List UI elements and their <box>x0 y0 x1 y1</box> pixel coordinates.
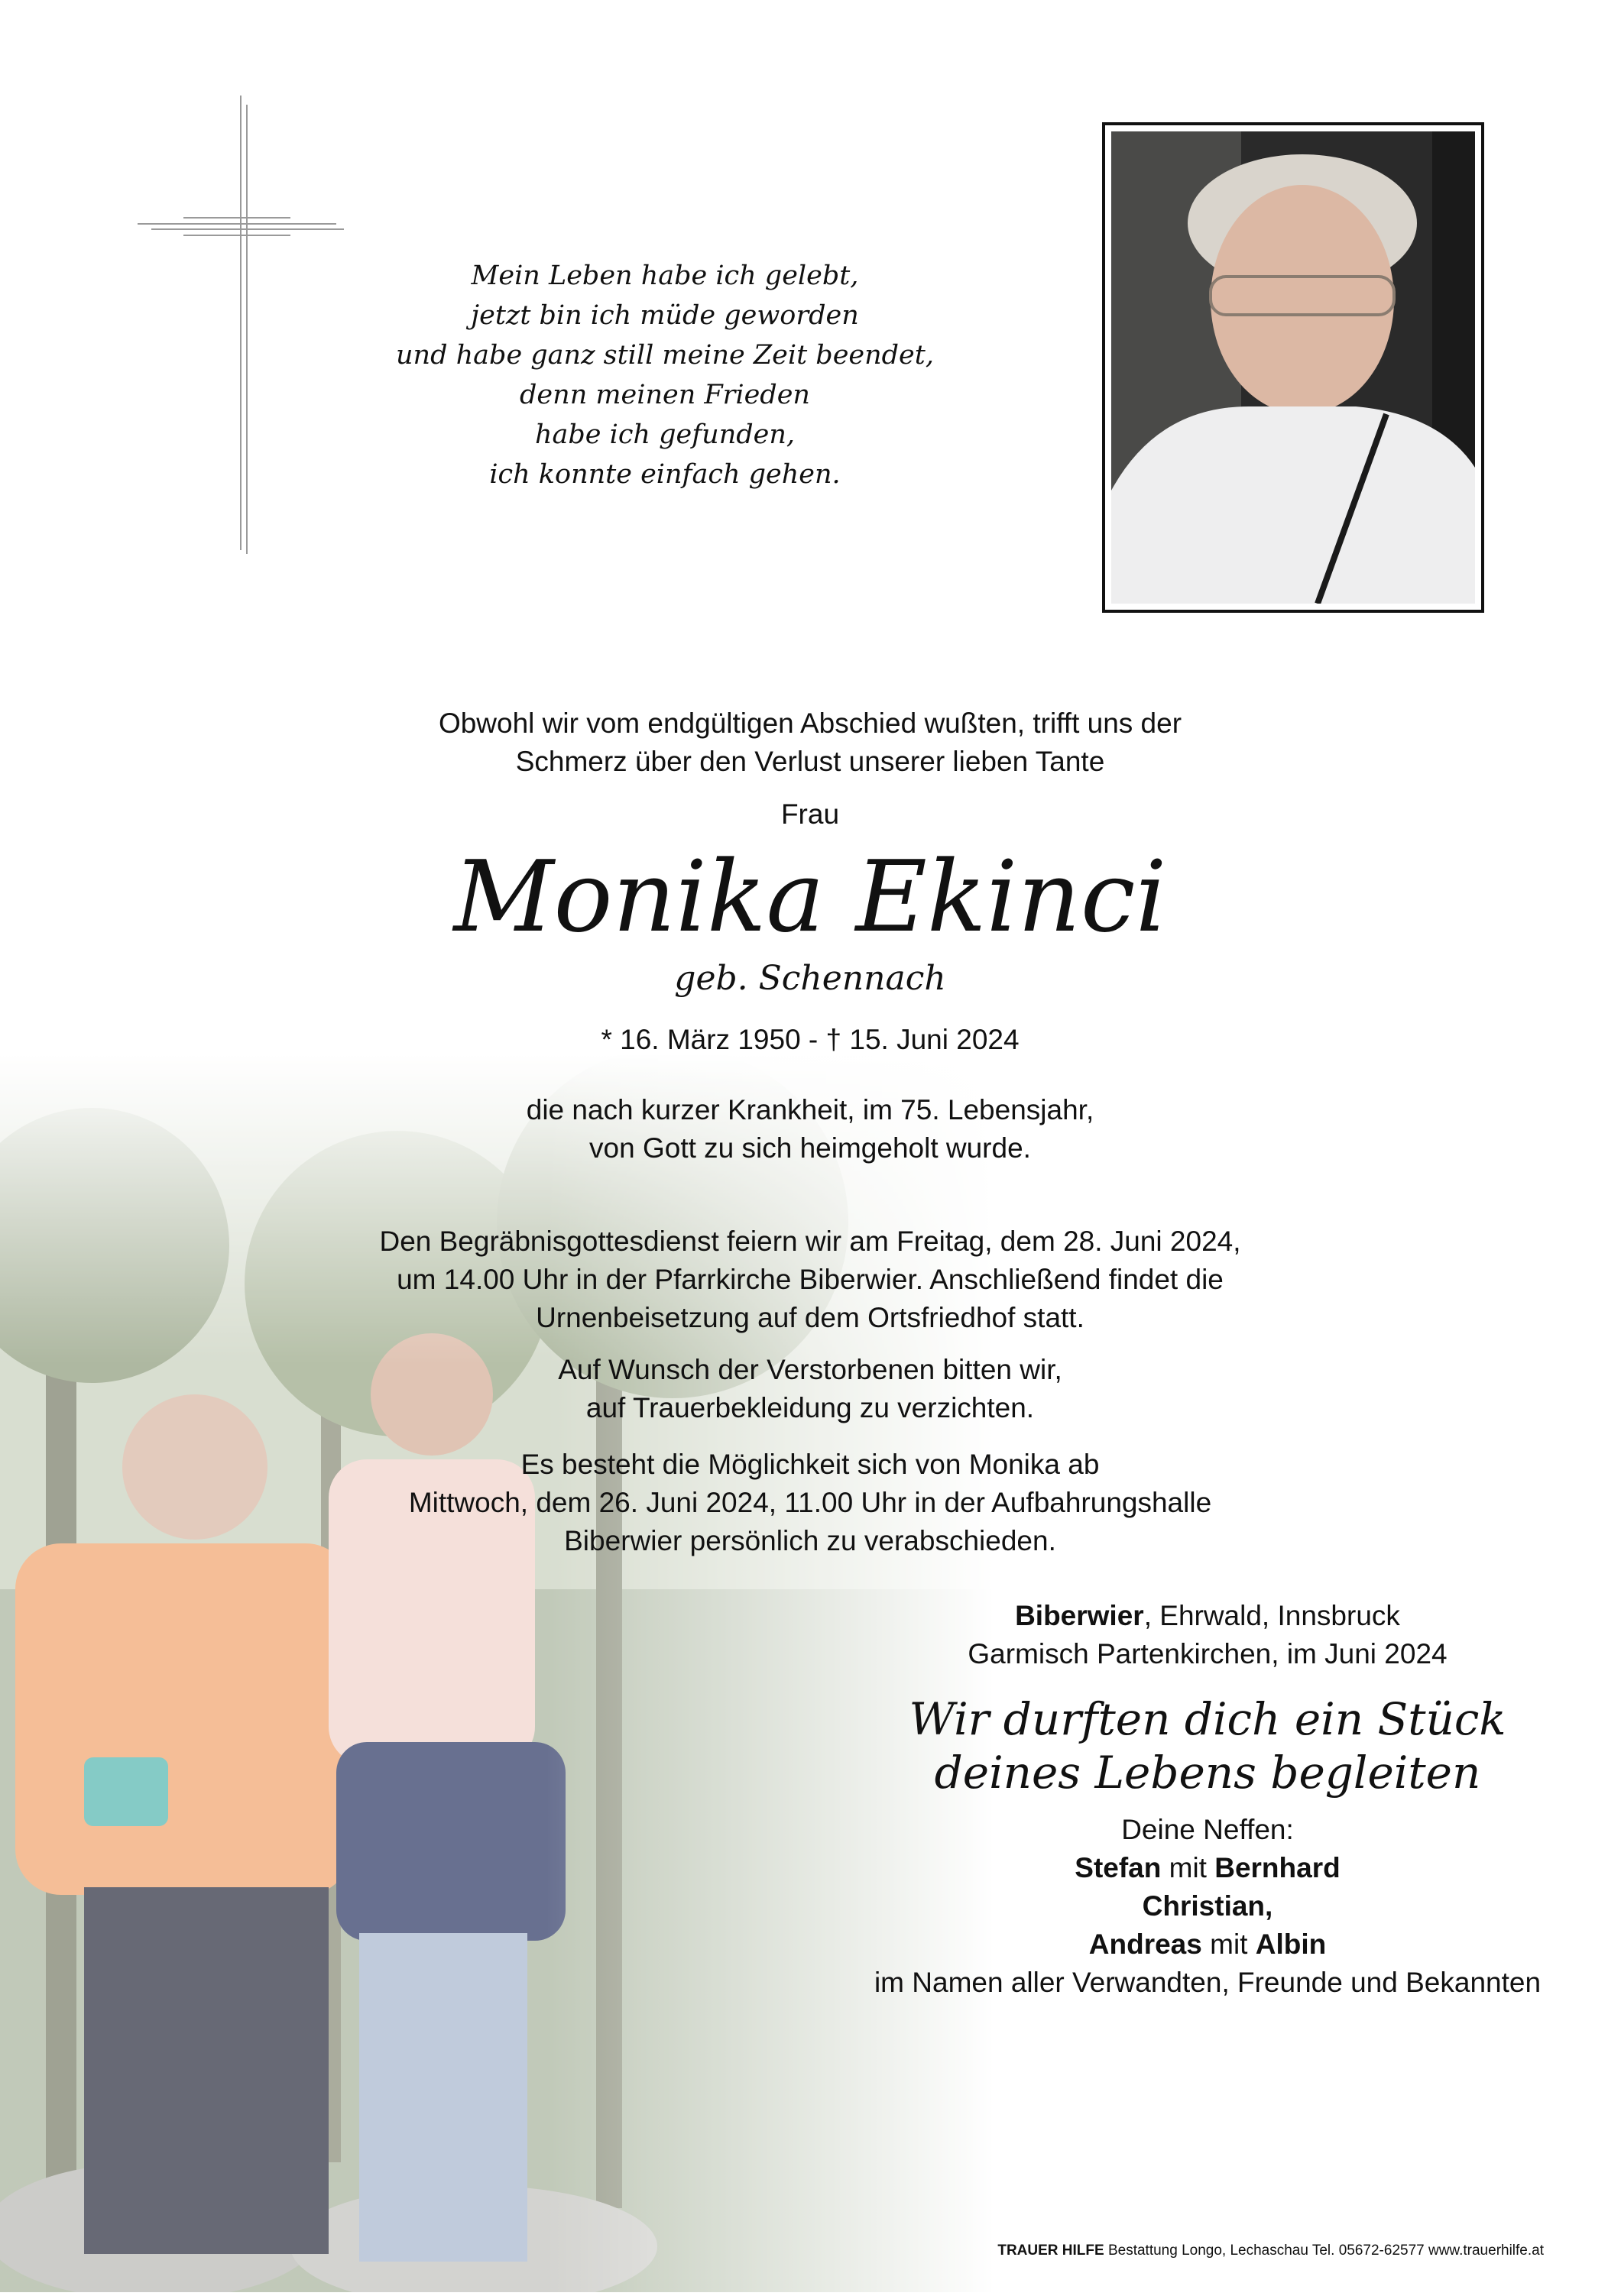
funeral-line: Den Begräbnisgottesdienst feiern wir am Freitag, dem 28. Juni 2024, <box>379 1226 1241 1257</box>
motto-line: deines Lebens begleiten <box>934 1747 1481 1799</box>
place-bold: Biberwier <box>1015 1600 1144 1631</box>
place-date <box>902 1597 1513 1673</box>
mourners <box>825 1811 1590 2002</box>
poem-line: ich konnte einfach gehen. <box>489 459 841 490</box>
funeral-text <box>275 1222 1345 1337</box>
farewell-line: Mittwoch, dem 26. Juni 2024, 11.00 Uhr in der Aufbahrungshalle <box>408 1487 1212 1518</box>
life-dates: * 16. März 1950 - † 15. Juni 2024 <box>601 1024 1020 1055</box>
mourners-row <box>825 1925 1590 1964</box>
mourners-heading: Deine Neffen: <box>1121 1814 1294 1845</box>
poem-line: jetzt bin ich müde geworden <box>471 300 859 331</box>
intro-line: Schmerz über den Verlust unserer lieben Tante <box>515 746 1105 777</box>
footer-credit <box>856 2243 1544 2259</box>
funeral-line: um 14.00 Uhr in der Pfarrkirche Biberwier. Anschließend findet die <box>397 1264 1224 1295</box>
wish-line: Auf Wunsch der Verstorbenen bitten wir, <box>558 1354 1062 1385</box>
place-line <box>902 1597 1513 1635</box>
connector: mit <box>1161 1852 1215 1883</box>
mourners-row <box>825 1887 1590 1925</box>
deceased-name: Monika Ekinci <box>453 840 1167 954</box>
partner-name: Albin <box>1255 1928 1327 1960</box>
poem <box>359 256 971 494</box>
cross-icon <box>138 96 352 554</box>
place-line-2: Garmisch Partenkirchen, im Juni 2024 <box>968 1638 1448 1669</box>
portrait-photo <box>1102 122 1484 613</box>
farewell-line: Es besteht die Möglichkeit sich von Monika ab <box>520 1449 1100 1480</box>
poem-line: und habe ganz still meine Zeit beendet, <box>396 340 934 371</box>
mourners-closing: im Namen aller Verwandten, Freunde und Bekannten <box>874 1967 1542 1998</box>
salutation: Frau <box>780 798 840 830</box>
intro-line: Obwohl wir vom endgültigen Abschied wußten, trifft uns der <box>438 708 1182 739</box>
poem-line: Mein Leben habe ich gelebt, <box>471 261 859 291</box>
illness-line: von Gott zu sich heimgeholt wurde. <box>589 1132 1031 1164</box>
motto <box>841 1692 1574 1799</box>
nephew-name: Christian, <box>1142 1890 1273 1922</box>
footer-text: Bestattung Longo, Lechaschau Tel. 05672-62577 www.trauerhilfe.at <box>1104 2243 1544 2259</box>
place-rest: , Ehrwald, Innsbruck <box>1143 1600 1400 1631</box>
clothing-wish-text <box>352 1351 1269 1427</box>
partner-name: Bernhard <box>1214 1852 1341 1883</box>
connector: mit <box>1201 1928 1256 1960</box>
farewell-text <box>306 1446 1315 1560</box>
poem-line: denn meinen Frieden <box>520 380 810 410</box>
footer-brand: TRAUER HILFE <box>997 2243 1104 2259</box>
farewell-line: Biberwier persönlich zu verabschieden. <box>564 1525 1056 1556</box>
nephew-name: Stefan <box>1075 1852 1162 1883</box>
illness-line: die nach kurzer Krankheit, im 75. Lebensjahr, <box>526 1094 1094 1125</box>
motto-line: Wir durften dich ein Stück <box>909 1693 1506 1745</box>
nephew-name: Andreas <box>1088 1928 1202 1960</box>
wish-line: auf Trauerbekleidung zu verzichten. <box>585 1392 1035 1423</box>
poem-line: habe ich gefunden, <box>534 419 796 450</box>
funeral-line: Urnenbeisetzung auf dem Ortsfriedhof statt. <box>536 1302 1084 1333</box>
mourners-row <box>825 1849 1590 1887</box>
maiden-name: geb. Schennach <box>674 959 946 998</box>
illness-text <box>352 1091 1269 1167</box>
intro-text <box>275 704 1345 781</box>
